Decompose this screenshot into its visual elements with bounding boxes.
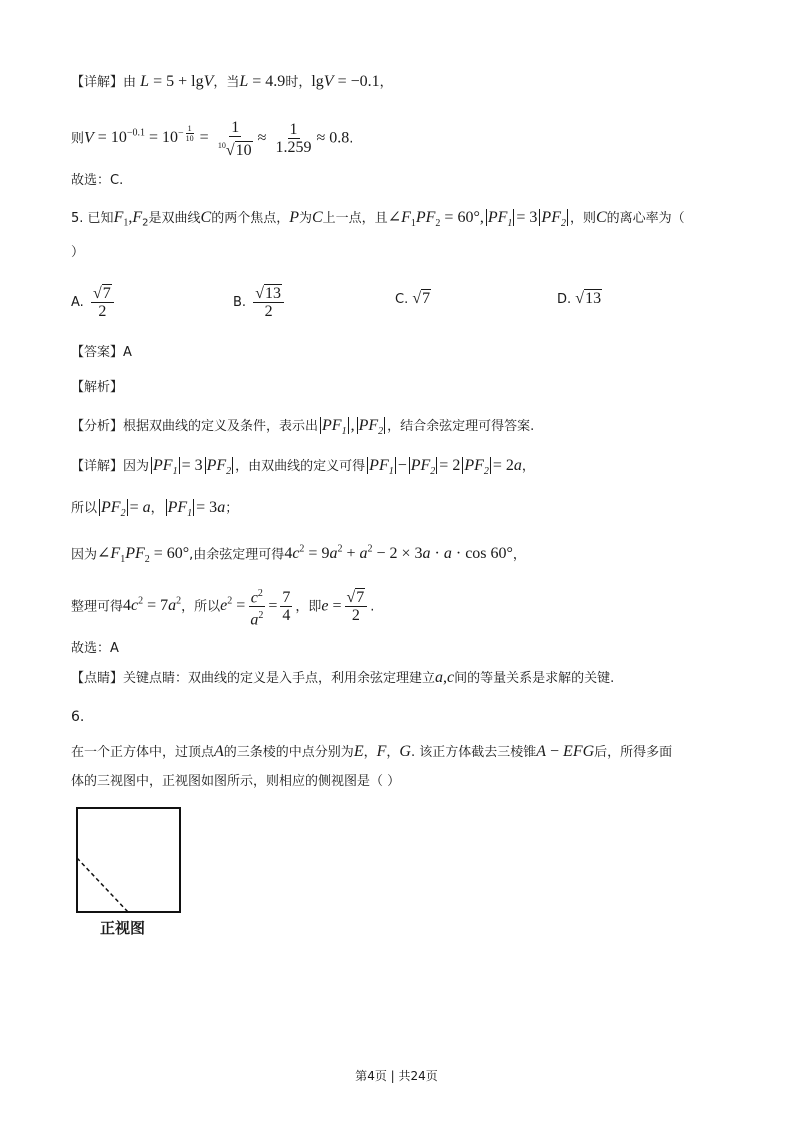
text: 后，所得多面	[594, 745, 673, 760]
q6-number: 6.	[71, 709, 85, 725]
text: 间的等量关系是求解的关键.	[454, 671, 615, 686]
text: . 该正方体截去三棱锥	[410, 745, 537, 760]
answer-q4: 故选：C.	[71, 173, 124, 188]
v-formula-line: 则$V = 10^{-0.1} = 10^{- \frac{1}{10}}$ = $\frac{1}{^{10}√10}$ ≈ $\frac{1}{1.259}$ ≈ 0.8.	[71, 119, 354, 159]
text: 第	[355, 1069, 368, 1083]
text: ，则	[569, 211, 596, 226]
text: ,由余弦定理可得	[189, 547, 285, 563]
denominator: 2	[264, 303, 273, 320]
text: 上一点，且	[322, 211, 388, 226]
text: ，	[363, 745, 377, 760]
text: .	[370, 599, 375, 615]
front-view-figure	[70, 805, 190, 915]
option-letter: A.	[71, 295, 84, 310]
text: 为	[298, 211, 312, 226]
dianjing-label: 【点睛】	[71, 671, 124, 686]
text: 页 | 共	[374, 1069, 411, 1083]
page-total: 24	[410, 1069, 426, 1083]
q5-answer	[71, 343, 132, 363]
q5-choose: 故选：A	[71, 641, 119, 656]
detail-label: 【详解】	[71, 75, 124, 90]
detail-label: 【详解】	[71, 459, 124, 474]
q6-stem-line2: 体的三视图中，正视图如图所示，则相应的侧视图是（ ）	[71, 774, 401, 789]
text: 根据双曲线的定义及条件，表示出	[123, 419, 319, 434]
text: ，	[512, 547, 526, 563]
q5-stem: 5. 已知$F_1,F_2$是双曲线C的两个焦点，P为C上一点，且$\angle F_1PF_2 = 60^\circ$, $PF_1 = 3$ $PF_2$ ，则C的离心率为（	[71, 209, 685, 230]
option-c[interactable]: C. √7	[395, 290, 431, 307]
denominator: 2	[98, 303, 107, 320]
text: 因为	[123, 459, 150, 474]
q5-cosine: 因为$\angle F_1PF_2 = 60^\circ$,由余弦定理可得$4c^2 = 9a^2 + a^2 - 2 \times 3a \cdot a \cdot \cos 60^\circ$，	[71, 544, 526, 566]
text: 关键点睛：双曲线的定义是入手点，利用余弦定理建立	[123, 671, 436, 686]
text: 因为	[71, 547, 98, 563]
text: 在一个正方体中，过顶点	[71, 745, 215, 760]
text: 的两个焦点，	[211, 211, 290, 226]
answer-label: 【答案】	[71, 345, 124, 360]
answer-value: A	[123, 345, 132, 360]
q5-stem-end: ）	[71, 245, 85, 260]
text: 已知	[87, 211, 114, 226]
q5-analysis-label: 【解析】	[71, 380, 124, 395]
text: ，当	[213, 75, 240, 90]
text: 页	[425, 1069, 438, 1083]
radicand: 7	[102, 285, 111, 302]
page-number: 4	[367, 1069, 375, 1083]
q5-suoyi: 所以 $PF_2 = a$， $PF_1 = 3a$；	[71, 499, 239, 520]
text: 所以	[71, 501, 98, 516]
text: 是双曲线	[148, 211, 201, 226]
text: ，所以	[181, 599, 221, 615]
radicand: 13	[264, 285, 281, 302]
text: 则	[71, 131, 85, 147]
detail-line-q4: 【详解】由 L = 5 + lgV，当L = 4.9时，lgV = −0.1，	[71, 73, 393, 90]
radicand: 7	[422, 290, 431, 307]
text: ，	[379, 75, 393, 90]
option-b[interactable]: B. $\frac{√13}{2}$	[233, 285, 287, 320]
text: ，即	[295, 599, 322, 615]
text: ，	[150, 501, 164, 516]
q5-fenxi: 【分析】根据双曲线的定义及条件，表示出 $PF_1$ , $PF_2$ ，结合余弦定理可得答案.	[71, 417, 535, 438]
text: ，由双曲线的定义可得	[235, 459, 366, 474]
q6-stem-line1: 在一个正方体中，过顶点A的三条棱的中点分别为E，F，G. 该正方体截去三棱锥A − EFG后，所得多面	[71, 743, 673, 760]
q5-dianjing: 【点睛】关键点睛：双曲线的定义是入手点，利用余弦定理建立a,c间的等量关系是求解的关键.	[71, 669, 615, 686]
question-number: 5.	[71, 211, 84, 226]
q5-result: 整理可得$4c^2 = 7a^2$，所以$e^2$ = $\frac{c^2}{a^2}$ = $\frac{7}{4}$ ，即e = $\frac{√7}{2}$ .	[71, 584, 374, 629]
q5-detail: 【详解】因为 $PF_1 = 3$ $PF_2$ ，由双曲线的定义可得 $PF_1 - PF_2 = 2$ $PF_2 = 2a$，	[71, 457, 535, 478]
text: ，结合余弦定理可得答案.	[387, 419, 535, 434]
text: ，	[386, 745, 400, 760]
option-letter: B.	[233, 295, 247, 310]
option-letter: D.	[557, 292, 572, 307]
text: 时，	[285, 75, 312, 90]
text: 的离心率为（	[606, 211, 685, 226]
fenxi-label: 【分析】	[71, 419, 124, 434]
option-a[interactable]: A. $\frac{√7}{2}$	[71, 285, 117, 320]
radicand: 13	[585, 290, 602, 307]
square-outline	[77, 808, 180, 912]
text: 整理可得	[71, 599, 124, 615]
text: 由	[123, 75, 137, 90]
figure-caption: 正视图	[100, 919, 146, 937]
dashed-cut-line	[77, 858, 128, 912]
text: ；	[225, 501, 239, 516]
text: 的三条棱的中点分别为	[223, 745, 354, 760]
option-d[interactable]: D. √13	[557, 290, 602, 307]
page-footer	[0, 1067, 793, 1084]
text: ，	[521, 459, 535, 474]
option-letter: C.	[395, 292, 409, 307]
